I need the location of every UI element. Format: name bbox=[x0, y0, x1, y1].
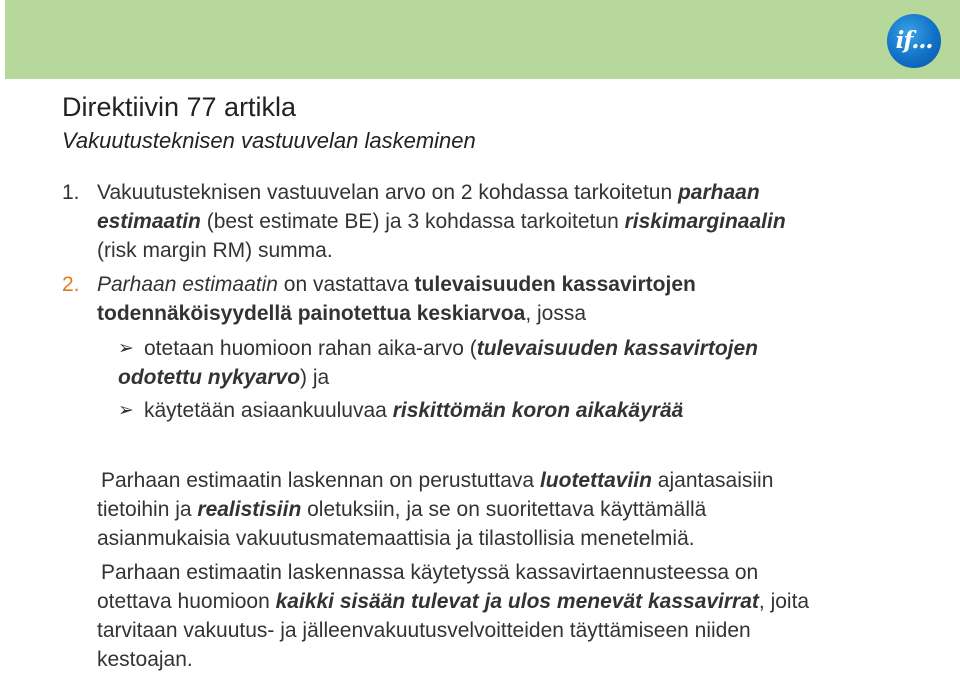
item2-line2 bbox=[97, 299, 586, 328]
item2-line1 bbox=[97, 270, 696, 299]
text-run: Parhaan estimaatin laskennan on perustuttava bbox=[101, 469, 540, 492]
slide-subtitle: Vakuutusteknisen vastuuvelan laskeminen bbox=[62, 128, 476, 153]
emphasis-text: riskimarginaalin bbox=[624, 210, 786, 233]
italic-text: Parhaan estimaatin bbox=[97, 273, 278, 296]
list-number-1: 1. bbox=[62, 181, 80, 204]
text-run: otettava huomioon bbox=[97, 590, 276, 613]
arrow-bullet-icon: ➢ bbox=[118, 338, 134, 359]
emphasis-text: realistisiin bbox=[197, 498, 302, 521]
bullet2-line1 bbox=[144, 396, 683, 425]
if-logo: if... bbox=[887, 14, 941, 68]
text-run: Vakuutusteknisen vastuuvelan arvo on 2 kohdassa tarkoitetun bbox=[97, 181, 678, 204]
text-run: , joita bbox=[758, 590, 810, 613]
text-run: otetaan huomioon rahan aika-arvo ( bbox=[144, 337, 477, 360]
text-run: ) ja bbox=[300, 366, 330, 389]
bold-text: todennäköisyydellä painotettua keskiarvoa bbox=[97, 302, 526, 325]
bold-text: tulevaisuuden kassavirtojen bbox=[414, 273, 696, 296]
emphasis-text: tulevaisuuden kassavirtojen bbox=[476, 337, 758, 360]
arrow-bullet-icon: ➢ bbox=[118, 400, 134, 421]
text-run: oletuksiin, ja se on suoritettava käyttämällä bbox=[301, 498, 707, 521]
text-run: on vastattava bbox=[277, 273, 415, 296]
para2-line1: Parhaan estimaatin laskennassa käytetyssä kassavirtaennusteessa on bbox=[101, 561, 759, 584]
emphasis-text: riskittömän koron aikakäyrää bbox=[392, 399, 684, 422]
slide-title: Direktiivin 77 artikla bbox=[62, 92, 297, 122]
item1-line2 bbox=[97, 207, 786, 236]
header-banner bbox=[5, 0, 960, 79]
para2-line3: tarvitaan vakuutus- ja jälleenvakuutusvelvoitteiden täyttämiseen niiden bbox=[97, 619, 751, 642]
text-run: käytetään asiaankuuluvaa bbox=[144, 399, 393, 422]
emphasis-text: luotettaviin bbox=[539, 469, 652, 492]
list-number-2: 2. bbox=[62, 273, 80, 296]
para2-line2 bbox=[97, 587, 809, 616]
emphasis-text: kaikki sisään tulevat ja ulos menevät kassavirrat bbox=[275, 590, 759, 613]
emphasis-text: estimaatin bbox=[97, 210, 201, 233]
text-run: , jossa bbox=[525, 302, 587, 325]
para2-line4: kestoajan. bbox=[97, 648, 193, 671]
text-run: (best estimate BE) ja 3 kohdassa tarkoitetun bbox=[200, 210, 625, 233]
para1-line1 bbox=[101, 466, 773, 495]
para1-line3: asianmukaisia vakuutusmatemaattisia ja tilastollisia menetelmiä. bbox=[97, 527, 695, 550]
para1-line2 bbox=[97, 495, 706, 524]
bullet1-line1 bbox=[144, 334, 758, 363]
text-run: tietoihin ja bbox=[97, 498, 198, 521]
emphasis-text: parhaan bbox=[677, 181, 760, 204]
emphasis-text: odotettu nykyarvo bbox=[118, 366, 301, 389]
bullet1-line2 bbox=[118, 363, 329, 392]
item1-line1 bbox=[97, 178, 760, 207]
item1-line3: (risk margin RM) summa. bbox=[97, 239, 333, 262]
text-run: ajantasaisiin bbox=[651, 469, 774, 492]
